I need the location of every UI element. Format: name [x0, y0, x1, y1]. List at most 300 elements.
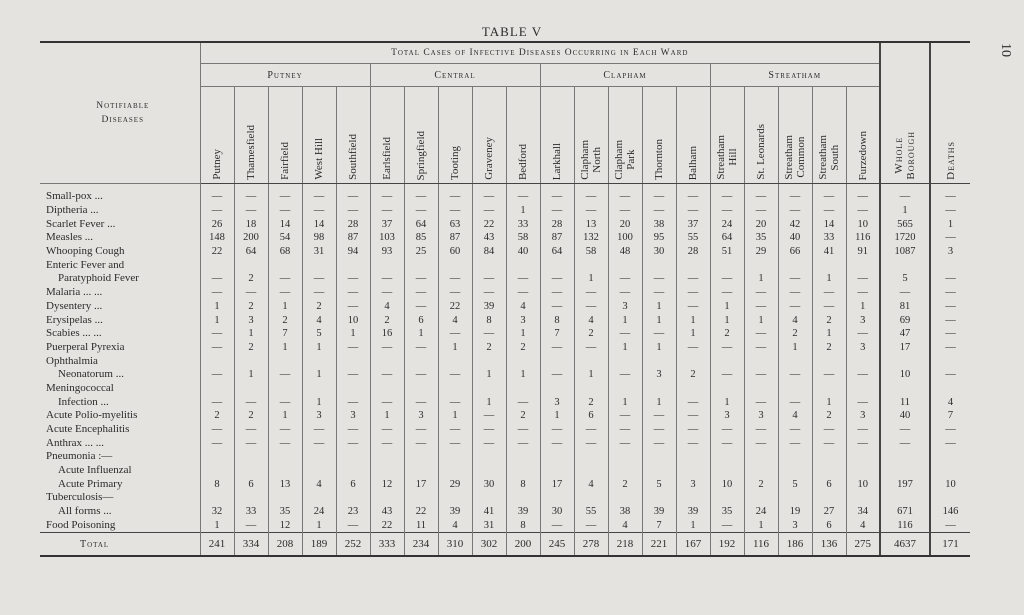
table-cell: [336, 382, 370, 396]
table-cell: —: [370, 204, 404, 218]
table-cell: —: [744, 341, 778, 355]
col-header-ward: Streatham South: [812, 87, 846, 184]
table-cell: 1: [574, 368, 608, 382]
table-cell: —: [336, 436, 370, 450]
table-cell: —: [200, 368, 234, 382]
table-cell: 69: [880, 313, 930, 327]
table-cell: [642, 464, 676, 478]
table-cell: 3: [234, 313, 268, 327]
table-cell: —: [642, 272, 676, 286]
table-cell: —: [676, 409, 710, 423]
table-cell: 2: [812, 341, 846, 355]
table-cell: 1: [676, 519, 710, 533]
table-cell: 189: [302, 533, 336, 557]
table-cell: [710, 258, 744, 272]
table-cell: —: [574, 300, 608, 314]
table-cell: 3: [710, 409, 744, 423]
table-cell: [846, 464, 880, 478]
table-cell: [880, 450, 930, 464]
table-cell: [370, 450, 404, 464]
disease-name: Acute Polio-myelitis: [46, 409, 138, 422]
table-cell: —: [268, 286, 302, 300]
table-cell: [302, 450, 336, 464]
table-cell: [676, 450, 710, 464]
disease-name: Scabies ... ...: [46, 327, 102, 340]
disease-name: Diptheria ...: [46, 204, 99, 217]
table-cell: —: [778, 272, 812, 286]
group-header-streatham: Streatham: [710, 64, 880, 87]
table-cell: [778, 450, 812, 464]
table-cell: 4: [778, 313, 812, 327]
group-header-central: Central: [370, 64, 540, 87]
table-cell: [268, 258, 302, 272]
table-cell: [744, 450, 778, 464]
table-cell: [574, 464, 608, 478]
table-cell: 208: [268, 533, 302, 557]
table-cell: —: [438, 423, 472, 437]
table-cell: [404, 464, 438, 478]
table-cell: [234, 354, 268, 368]
table-cell: 32: [200, 505, 234, 519]
table-cell: —: [200, 184, 234, 204]
table-cell: [302, 464, 336, 478]
table-cell: —: [574, 436, 608, 450]
table-cell: [846, 450, 880, 464]
table-cell: [930, 491, 970, 505]
table-cell: 200: [506, 533, 540, 557]
table-cell: —: [710, 184, 744, 204]
table-cell: 35: [710, 505, 744, 519]
disease-name: Whooping Cough: [46, 245, 125, 258]
table-cell: —: [846, 204, 880, 218]
disease-name: Tuberculosis—: [46, 491, 114, 504]
table-cell: 40: [506, 245, 540, 259]
table-cell: [642, 354, 676, 368]
table-cell: —: [930, 519, 970, 533]
table-cell: —: [200, 272, 234, 286]
table-cell: 34: [846, 505, 880, 519]
table-cell: —: [846, 395, 880, 409]
table-cell: [930, 258, 970, 272]
table-row: [40, 368, 970, 382]
table-cell: 4: [930, 395, 970, 409]
table-cell: [930, 464, 970, 478]
table-cell: [302, 491, 336, 505]
table-cell: —: [540, 341, 574, 355]
table-cell: [506, 258, 540, 272]
table-cell: 19: [778, 505, 812, 519]
table-cell: 2: [200, 409, 234, 423]
table-row: [40, 409, 970, 423]
table-cell: 5: [302, 327, 336, 341]
disease-name: Puerperal Pyrexia: [46, 340, 125, 353]
table-cell: —: [812, 184, 846, 204]
table-cell: [200, 354, 234, 368]
table-cell: —: [336, 184, 370, 204]
table-cell: 63: [438, 217, 472, 231]
table-cell: 2: [812, 409, 846, 423]
table-cell: 11: [880, 395, 930, 409]
disease-name: Acute Encephalitis: [46, 423, 130, 436]
table-cell: —: [812, 423, 846, 437]
col-header-ward: Furzedown: [846, 87, 880, 184]
table-cell: 22: [404, 505, 438, 519]
table-cell: 2: [778, 327, 812, 341]
table-cell: —: [438, 395, 472, 409]
table-cell: —: [608, 272, 642, 286]
table-cell: [846, 258, 880, 272]
table-cell: 6: [812, 519, 846, 533]
table-cell: [404, 258, 438, 272]
table-row: [40, 423, 970, 437]
table-cell: —: [336, 423, 370, 437]
table-cell: 1: [302, 519, 336, 533]
table-cell: 8: [506, 477, 540, 491]
table-cell: —: [404, 423, 438, 437]
col-header-ward: Clapham Park: [608, 87, 642, 184]
table-cell: 4: [302, 477, 336, 491]
col-header-ward: Springfield: [404, 87, 438, 184]
table-cell: 91: [846, 245, 880, 259]
table-cell: —: [506, 184, 540, 204]
table-cell: 37: [676, 217, 710, 231]
disease-name: Neonatorum ...: [58, 368, 124, 381]
table-cell: —: [778, 436, 812, 450]
table-cell: 64: [404, 217, 438, 231]
disease-name: Acute Influenzal: [58, 464, 132, 477]
table-cell: 22: [370, 519, 404, 533]
table-cell: —: [930, 341, 970, 355]
table-cell: 1: [302, 395, 336, 409]
table-cell: —: [302, 286, 336, 300]
table-row: [40, 184, 970, 204]
table-cell: [880, 464, 930, 478]
table-cell: —: [438, 286, 472, 300]
table-cell: 1: [200, 313, 234, 327]
table-cell: 4: [438, 519, 472, 533]
col-header-ward: Bedford: [506, 87, 540, 184]
table-cell: —: [540, 519, 574, 533]
table-cell: 1087: [880, 245, 930, 259]
table-cell: —: [336, 286, 370, 300]
table-cell: 1: [642, 300, 676, 314]
group-header-putney: Putney: [200, 64, 370, 87]
table-cell: 1: [812, 395, 846, 409]
table-cell: 64: [710, 231, 744, 245]
col-header-ward: Thamesfield: [234, 87, 268, 184]
table-cell: [608, 491, 642, 505]
table-cell: [812, 382, 846, 396]
table-cell: 1: [472, 368, 506, 382]
table-cell: —: [608, 409, 642, 423]
table-cell: —: [472, 286, 506, 300]
table-cell: 35: [268, 505, 302, 519]
table-cell: [506, 464, 540, 478]
col-header-ward: Fairfield: [268, 87, 302, 184]
disease-column-header: [40, 43, 200, 184]
table-cell: 6: [404, 313, 438, 327]
table-cell: [268, 354, 302, 368]
table-cell: 1: [812, 272, 846, 286]
table-cell: 5: [778, 477, 812, 491]
table-cell: [404, 354, 438, 368]
table-cell: —: [710, 436, 744, 450]
table-cell: —: [710, 286, 744, 300]
table-cell: [404, 382, 438, 396]
table-cell: 3: [302, 409, 336, 423]
table-cell: —: [540, 368, 574, 382]
table-cell: 565: [880, 217, 930, 231]
table-cell: 2: [472, 341, 506, 355]
table-row: [40, 313, 970, 327]
table-cell: [608, 354, 642, 368]
table-cell: 20: [608, 217, 642, 231]
table-row: [40, 245, 970, 259]
table-cell: —: [846, 327, 880, 341]
table-cell: 2: [506, 409, 540, 423]
table-cell: 3: [404, 409, 438, 423]
table-cell: 1: [710, 300, 744, 314]
table-cell: —: [778, 286, 812, 300]
table-cell: 3: [930, 245, 970, 259]
table-cell: 1: [744, 519, 778, 533]
table-cell: 39: [642, 505, 676, 519]
col-header-whole-borough: Whole Borough: [880, 43, 930, 184]
table-cell: —: [302, 423, 336, 437]
table-cell: —: [744, 395, 778, 409]
table-cell: 14: [268, 217, 302, 231]
table-cell: —: [370, 368, 404, 382]
table-cell: 5: [880, 272, 930, 286]
table-cell: —: [404, 184, 438, 204]
table-cell: [812, 354, 846, 368]
table-cell: [540, 450, 574, 464]
table-cell: 22: [200, 245, 234, 259]
table-cell: —: [370, 272, 404, 286]
table-cell: —: [608, 204, 642, 218]
table-cell: —: [778, 368, 812, 382]
table-cell: 6: [336, 477, 370, 491]
table-cell: 16: [370, 327, 404, 341]
table-row: [40, 477, 970, 491]
table-cell: 4: [574, 313, 608, 327]
table-cell: —: [930, 272, 970, 286]
table-cell: 8: [540, 313, 574, 327]
table-cell: 68: [268, 245, 302, 259]
table-cell: [812, 258, 846, 272]
table-cell: [778, 382, 812, 396]
table-cell: —: [676, 184, 710, 204]
table-cell: 6: [234, 477, 268, 491]
table-cell: —: [642, 423, 676, 437]
table-cell: —: [846, 272, 880, 286]
table-cell: [336, 354, 370, 368]
disease-name: Measles ...: [46, 231, 94, 244]
table-cell: —: [642, 436, 676, 450]
table-cell: 1: [608, 341, 642, 355]
table-cell: —: [200, 327, 234, 341]
table-cell: 171: [930, 533, 970, 557]
table-cell: 84: [472, 245, 506, 259]
table-cell: 1: [200, 519, 234, 533]
table-cell: 28: [540, 217, 574, 231]
table-cell: 1: [234, 368, 268, 382]
table-cell: [778, 464, 812, 478]
table-cell: [472, 258, 506, 272]
disease-name: Pneumonia :—: [46, 450, 113, 463]
table-row: [40, 382, 970, 396]
table-cell: [812, 464, 846, 478]
table-cell: 14: [812, 217, 846, 231]
table-cell: 48: [608, 245, 642, 259]
table-cell: [302, 382, 336, 396]
table-cell: [744, 382, 778, 396]
table-cell: 1: [930, 217, 970, 231]
table-cell: 2: [302, 300, 336, 314]
table-cell: [200, 258, 234, 272]
super-header: Total Cases of Infective Diseases Occurring in Each Ward: [200, 43, 880, 64]
table-cell: —: [268, 423, 302, 437]
table-cell: —: [404, 341, 438, 355]
table-cell: 3: [608, 300, 642, 314]
table-cell: 192: [710, 533, 744, 557]
table-cell: [880, 491, 930, 505]
table-cell: 23: [336, 505, 370, 519]
table-cell: —: [608, 368, 642, 382]
table-cell: [676, 382, 710, 396]
table-cell: 218: [608, 533, 642, 557]
table-cell: [370, 354, 404, 368]
table-cell: —: [710, 368, 744, 382]
table-cell: —: [608, 423, 642, 437]
table-cell: —: [506, 272, 540, 286]
table-cell: —: [370, 395, 404, 409]
table-cell: 87: [438, 231, 472, 245]
table-cell: [710, 354, 744, 368]
table-cell: 3: [846, 409, 880, 423]
disease-name: Ophthalmia: [46, 354, 98, 367]
table-cell: 30: [642, 245, 676, 259]
table-cell: —: [880, 423, 930, 437]
table-cell: [676, 354, 710, 368]
table-cell: [574, 450, 608, 464]
table-cell: [506, 354, 540, 368]
table-cell: [744, 491, 778, 505]
table-cell: 1: [200, 300, 234, 314]
table-cell: [608, 382, 642, 396]
table-cell: [574, 354, 608, 368]
table-cell: —: [404, 272, 438, 286]
table-cell: 1: [710, 395, 744, 409]
table-cell: 136: [812, 533, 846, 557]
table-cell: [370, 491, 404, 505]
table-row: [40, 286, 970, 300]
table-cell: 1: [268, 300, 302, 314]
table-cell: 30: [472, 477, 506, 491]
table-cell: [540, 258, 574, 272]
table-cell: 1: [302, 341, 336, 355]
table-cell: —: [268, 395, 302, 409]
disease-name: Total: [40, 533, 200, 557]
table-cell: [744, 354, 778, 368]
table-cell: —: [642, 204, 676, 218]
table-cell: —: [574, 519, 608, 533]
table-cell: —: [268, 184, 302, 204]
table-cell: [472, 491, 506, 505]
col-header-ward: Balham: [676, 87, 710, 184]
table-cell: [472, 464, 506, 478]
col-header-ward: Graveney: [472, 87, 506, 184]
disease-name: Small-pox ...: [46, 190, 103, 203]
table-cell: —: [472, 272, 506, 286]
table-cell: 29: [438, 477, 472, 491]
table-cell: —: [302, 184, 336, 204]
table-cell: —: [846, 368, 880, 382]
table-row: [40, 395, 970, 409]
table-cell: 7: [540, 327, 574, 341]
table-cell: —: [744, 368, 778, 382]
table-cell: 1: [268, 409, 302, 423]
table-cell: 51: [710, 245, 744, 259]
table-cell: —: [506, 423, 540, 437]
table-cell: 221: [642, 533, 676, 557]
table-cell: 1: [642, 341, 676, 355]
table-cell: 2: [506, 341, 540, 355]
table-cell: —: [404, 436, 438, 450]
group-header-clapham: Clapham: [540, 64, 710, 87]
table-cell: [744, 464, 778, 478]
table-cell: —: [404, 286, 438, 300]
table-cell: [608, 464, 642, 478]
table-cell: —: [336, 272, 370, 286]
table-cell: —: [540, 286, 574, 300]
table-cell: 3: [540, 395, 574, 409]
table-cell: —: [930, 286, 970, 300]
table-cell: 22: [438, 300, 472, 314]
table-cell: —: [234, 286, 268, 300]
table-cell: —: [404, 204, 438, 218]
table-cell: —: [710, 272, 744, 286]
table-cell: —: [438, 184, 472, 204]
disease-name: Paratyphoid Fever: [58, 272, 139, 285]
table-cell: [540, 354, 574, 368]
table-cell: 40: [880, 409, 930, 423]
disease-name: Erysipelas ...: [46, 313, 103, 326]
table-cell: 2: [812, 313, 846, 327]
table-cell: —: [336, 300, 370, 314]
table-cell: [778, 258, 812, 272]
table-cell: [438, 491, 472, 505]
table-cell: [930, 382, 970, 396]
col-header-ward: Thornton: [642, 87, 676, 184]
table-cell: —: [710, 341, 744, 355]
table-cell: 275: [846, 533, 880, 557]
table-cell: 58: [506, 231, 540, 245]
disease-name: Malaria ... ...: [46, 286, 103, 299]
table-cell: 1: [438, 409, 472, 423]
table-cell: —: [574, 341, 608, 355]
table-cell: [540, 382, 574, 396]
table-cell: —: [574, 184, 608, 204]
col-header-ward: Tooting: [438, 87, 472, 184]
table-cell: —: [234, 436, 268, 450]
table-cell: 1: [438, 341, 472, 355]
table-cell: [574, 382, 608, 396]
table-cell: —: [268, 204, 302, 218]
table-cell: [472, 382, 506, 396]
table-cell: —: [778, 423, 812, 437]
table-cell: —: [200, 423, 234, 437]
